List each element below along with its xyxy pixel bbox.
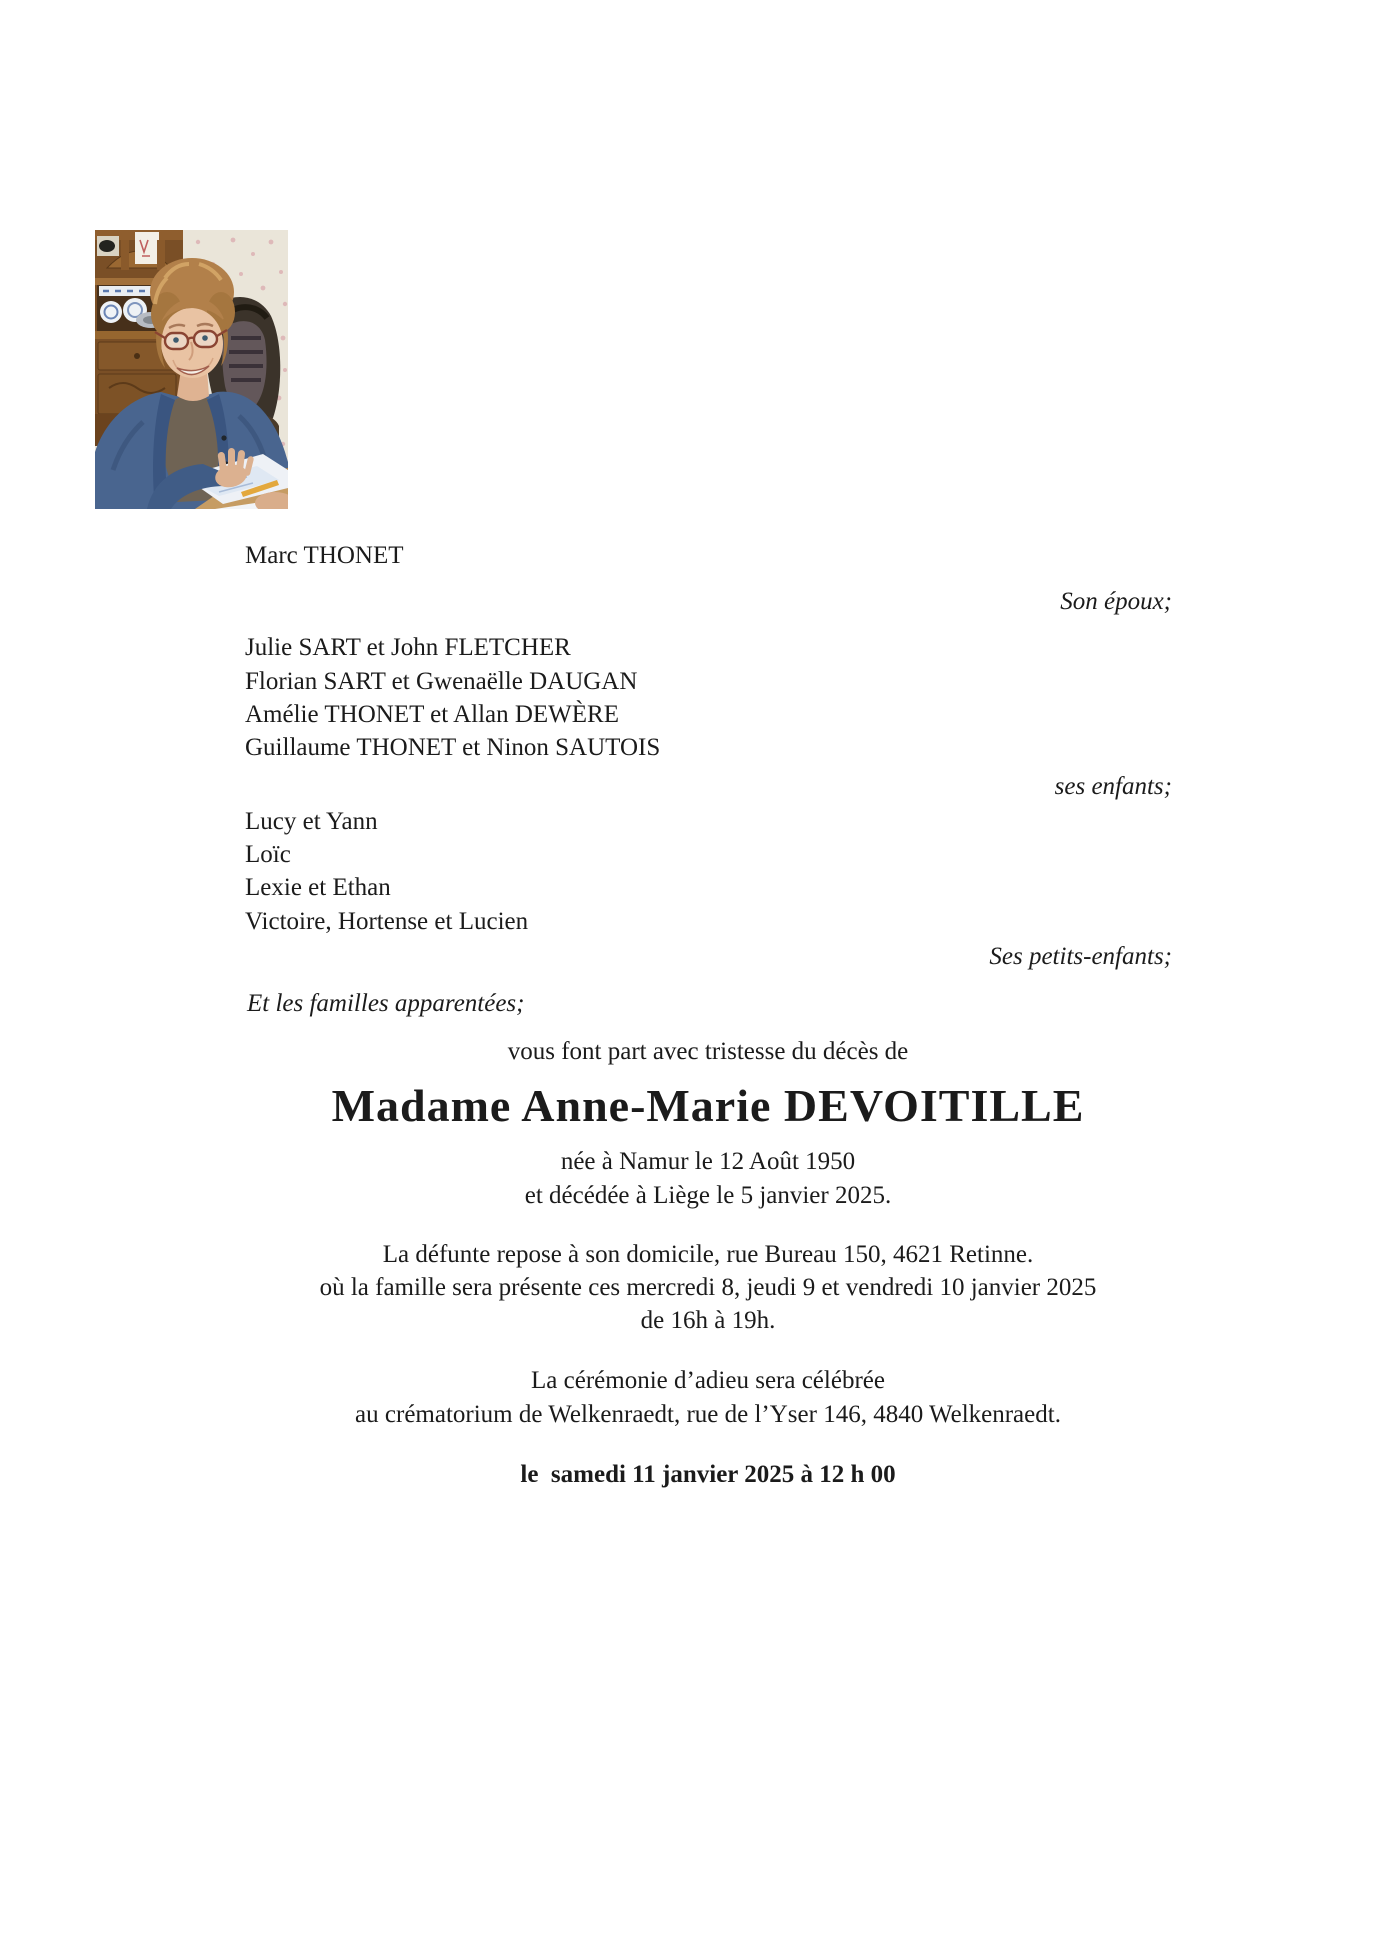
spouse-name: Marc THONET	[245, 542, 404, 569]
ceremony-line: La cérémonie d’adieu sera célébrée	[531, 1367, 885, 1394]
deceased-photo	[95, 230, 288, 509]
repose-line: La défunte repose à son domicile, rue Bureau 150, 4621 Retinne.	[382, 1241, 1034, 1268]
extended-families-line: Et les familles apparentées;	[247, 990, 525, 1017]
relation-label-children: ses enfants;	[1054, 773, 1172, 800]
ceremony-date-line: le samedi 11 janvier 2025 à 12 h 00	[520, 1461, 896, 1488]
child-name: Amélie THONET et Allan DEWÈRE	[245, 701, 619, 728]
deceased-photo-illustration	[95, 230, 288, 509]
deceased-name-title: Madame Anne-Marie DEVOITILLE	[331, 1080, 1085, 1131]
announcement-intro: vous font part avec tristesse du décès de	[507, 1038, 909, 1065]
repose-line: où la famille sera présente ces mercredi 8, jeudi 9 et vendredi 10 janvier 2025	[319, 1274, 1097, 1301]
birth-line: née à Namur le 12 Août 1950	[560, 1148, 856, 1175]
death-line: et décédée à Liège le 5 janvier 2025.	[524, 1182, 892, 1209]
ceremony-line: au crématorium de Welkenraedt, rue de l’Yser 146, 4840 Welkenraedt.	[355, 1401, 1061, 1428]
grandchild-name: Lexie et Ethan	[245, 874, 391, 901]
grandchild-name: Victoire, Hortense et Lucien	[245, 908, 529, 935]
child-name: Guillaume THONET et Ninon SAUTOIS	[245, 734, 661, 761]
child-name: Florian SART et Gwenaëlle DAUGAN	[245, 668, 638, 695]
grandchild-name: Lucy et Yann	[245, 808, 378, 835]
relation-label-grandchildren: Ses petits-enfants;	[989, 943, 1172, 970]
grandchild-name: Loïc	[245, 841, 291, 868]
repose-line: de 16h à 19h.	[640, 1307, 776, 1334]
child-name: Julie SART et John FLETCHER	[245, 634, 571, 661]
relation-label-spouse: Son époux;	[1060, 588, 1172, 615]
